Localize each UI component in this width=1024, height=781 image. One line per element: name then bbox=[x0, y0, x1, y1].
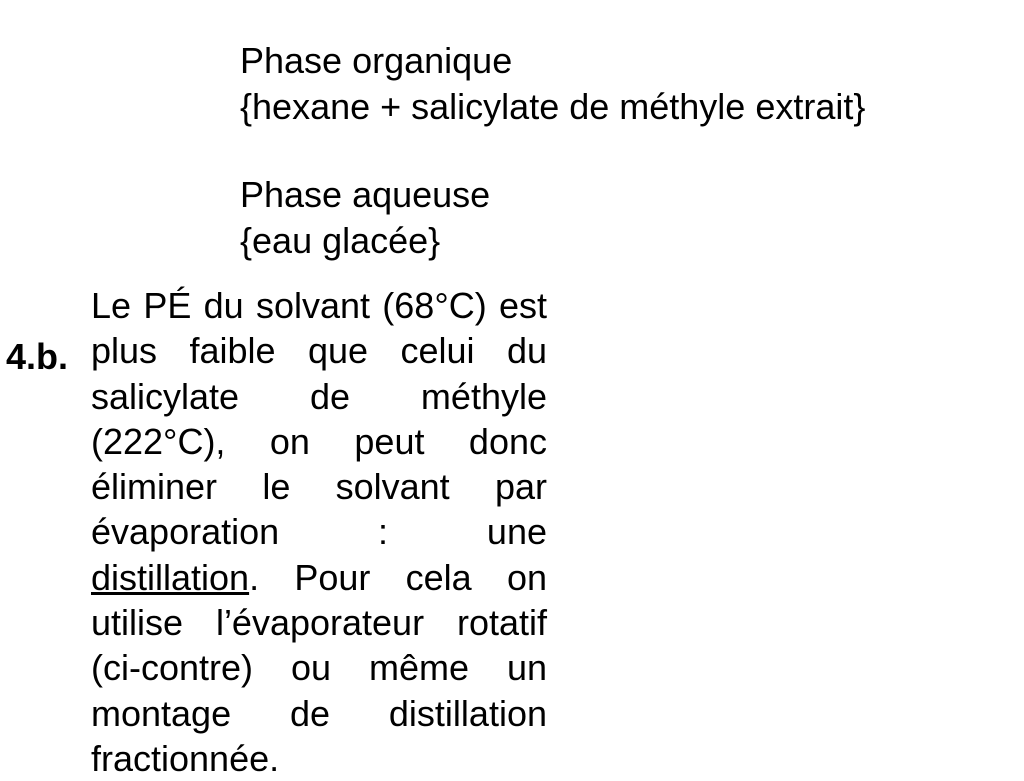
organic-phase-title: Phase organique bbox=[240, 40, 513, 81]
organic-phase-content: {hexane + salicylate de méthyle extrait} bbox=[240, 86, 866, 127]
answer-text-part1: Le PÉ du solvant (68°C) est plus faible que celui du salicylate de méthyle (222°C), on peut donc éliminer le solvant par évaporation : une bbox=[91, 285, 547, 553]
distillation-term: distillation bbox=[91, 556, 250, 598]
answer-text-part2: . Pour cela on utilise l’évaporateur rotatif (ci-contre) ou même un montage de distillation fractionnée. bbox=[91, 556, 547, 779]
aqueous-phase-label bbox=[240, 172, 490, 264]
organic-phase-label bbox=[240, 38, 865, 130]
answer-paragraph bbox=[91, 283, 547, 781]
aqueous-phase-content: {eau glacée} bbox=[240, 220, 441, 261]
question-number: 4.b. bbox=[6, 336, 69, 377]
aqueous-phase-title: Phase aqueuse bbox=[240, 174, 491, 215]
